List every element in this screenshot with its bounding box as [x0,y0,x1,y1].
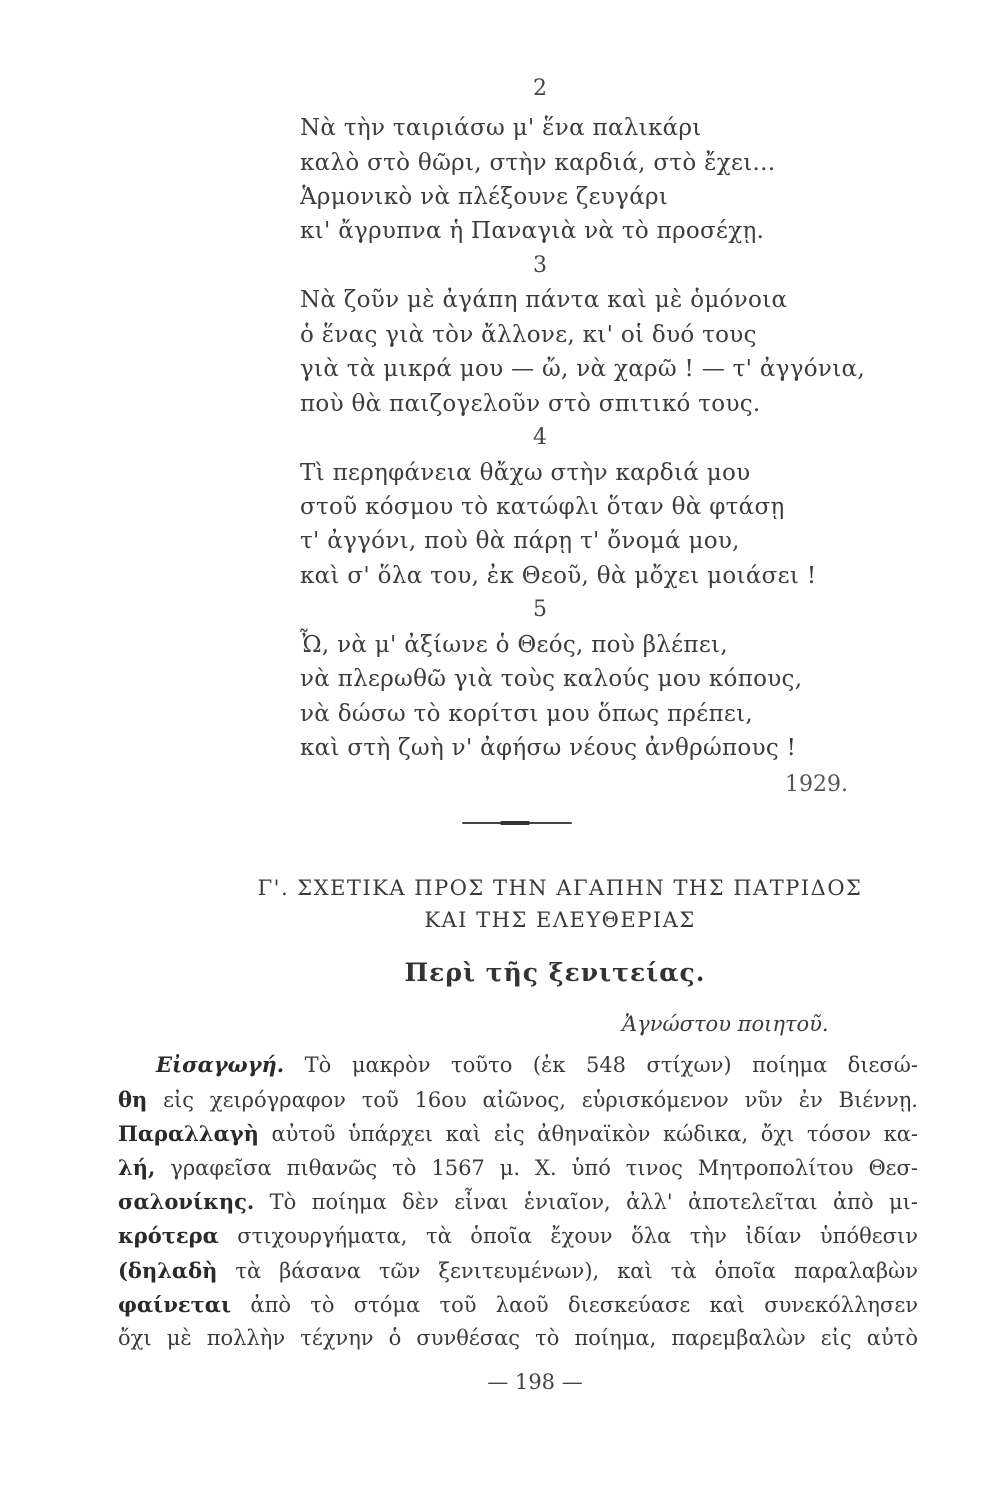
section-divider [462,822,572,824]
section-heading-line1: Γ'. ΣΧΕΤΙΚΑ ΠΡΟΣ ΤΗΝ ΑΓΑΠΗΝ ΤΗΣ ΠΑΤΡΙΔΟΣ [257,876,863,900]
poem-year: 1929. [785,772,848,797]
section-heading-line2: ΚΑΙ ΤΗΣ ΕΛΕΥΘΕΡΙΑΣ [424,908,696,932]
intro-text: Τὸ μακρὸν τοῦτο (ἐκ 548 στίχων) ποίημα διεσώ- [304,1053,918,1077]
verse-line: νὰ πλερωθῶ γιὰ τοὺς καλούς μου κόπους, [300,666,803,692]
intro-label: Εἰσαγωγή. [156,1052,285,1077]
verse-line: Ἁρμονικὸ νὰ πλέξουνε ζευγάρι [300,184,669,210]
stanza-number: 2 [533,76,547,101]
verse-line: τ' ἀγγόνι, ποὺ θὰ πάρῃ τ' ὄνομά μου, [300,528,740,554]
verse-line: καὶ στὴ ζωὴ ν' ἀφήσω νέους ἀνθρώπους ! [300,735,797,761]
poem-author: Ἀγνώστου ποιητοῦ. [622,1012,829,1036]
intro-line [118,1121,918,1146]
verse-line: καλὸ στὸ θῶρι, στὴν καρδιά, στὸ ἔχει... [300,150,776,176]
intro-text: γραφεῖσα πιθανῶς τὸ 1567 μ. Χ. ὑπό τινος Μητροπολίτου Θεσ- [170,1156,918,1180]
intro-bold-fragment: κρότερα [118,1223,219,1248]
verse-line: Ὦ, νὰ μ' ἀξίωνε ὁ Θεός, ποὺ βλέπει, [300,632,728,658]
intro-text: τὰ βάσανα τῶν ξενιτευμένων), καὶ τὰ ὁποῖα παραλαβὼν [235,1259,919,1283]
verse-line: γιὰ τὰ μικρά μου — ὤ, νὰ χαρῶ ! — τ' ἀγγόνια, [300,356,865,382]
verse-line: ποὺ θὰ παιζογελοῦν στὸ σπιτικό τους. [300,391,761,417]
intro-line [118,1189,918,1214]
intro-text: στιχουργήματα, τὰ ὁποῖα ἔχουν ὅλα τὴν ἰδίαν ὑπόθεσιν [237,1224,918,1248]
poem-title: Περὶ τῆς ξενιτείας. [404,958,706,987]
intro-text: αὐτοῦ ὑπάρχει καὶ εἰς ἀθηναϊκὸν κώδικα, ὄχι τόσον κα- [271,1122,918,1146]
verse-line: κι' ἄγρυπνα ἡ Παναγιὰ νὰ τὸ προσέχῃ. [300,218,765,244]
verse-line: ὁ ἕνας γιὰ τὸν ἄλλονε, κι' οἱ δυό τους [300,322,757,348]
intro-bold-fragment: λή, [118,1155,156,1180]
intro-line [118,1223,918,1248]
verse-line: Νὰ τὴν ταιριάσω μ' ἕνα παλικάρι [300,115,702,141]
intro-line [118,1155,918,1180]
stanza-number: 5 [533,597,547,622]
verse-line: Νὰ ζοῦν μὲ ἀγάπη πάντα καὶ μὲ ὁμόνοια [300,287,788,313]
intro-text: ὄχι μὲ πολλὴν τέχνην ὁ συνθέσας τὸ ποίημα, παρεμβαλὼν εἰς αὐτὸ [118,1326,918,1350]
verse-line: Τὶ περηφάνεια θἄχω στὴν καρδιά μου [300,460,751,486]
stanza-number: 3 [533,253,547,278]
intro-bold-fragment: (δηλαδὴ [118,1258,218,1283]
intro-bold-fragment: σαλονίκης. [118,1189,255,1214]
verse-line: νὰ δώσω τὸ κορίτσι μου ὅπως πρέπει, [300,701,754,727]
verse-line: στοῦ κόσμου τὸ κατώφλι ὅταν θὰ φτάσῃ [300,494,785,520]
intro-text: Τὸ ποίημα δὲν εἶναι ἑνιαῖον, ἀλλ' ἀποτελεῖται ἀπὸ μι- [269,1190,918,1214]
intro-line [118,1087,918,1112]
intro-line [156,1052,918,1077]
intro-bold-fragment: φαίνεται [118,1292,232,1317]
verse-line: καὶ σ' ὅλα του, ἐκ Θεοῦ, θὰ μὄχει μοιάσει ! [300,563,817,589]
intro-bold-fragment: θη [118,1087,148,1112]
intro-line [118,1292,918,1317]
page-number: — 198 — [487,1370,583,1394]
intro-bold-fragment: Παραλλαγὴ [118,1121,259,1146]
intro-line [118,1326,918,1350]
intro-text: εἰς χειρόγραφον τοῦ 16ου αἰῶνος, εὑρισκόμενον νῦν ἐν Βιέννῃ. [163,1088,918,1112]
stanza-number: 4 [533,425,547,450]
intro-text: ἀπὸ τὸ στόμα τοῦ λαοῦ διεσκεύασε καὶ συνεκόλλησεν [250,1293,918,1317]
intro-line [118,1258,918,1283]
